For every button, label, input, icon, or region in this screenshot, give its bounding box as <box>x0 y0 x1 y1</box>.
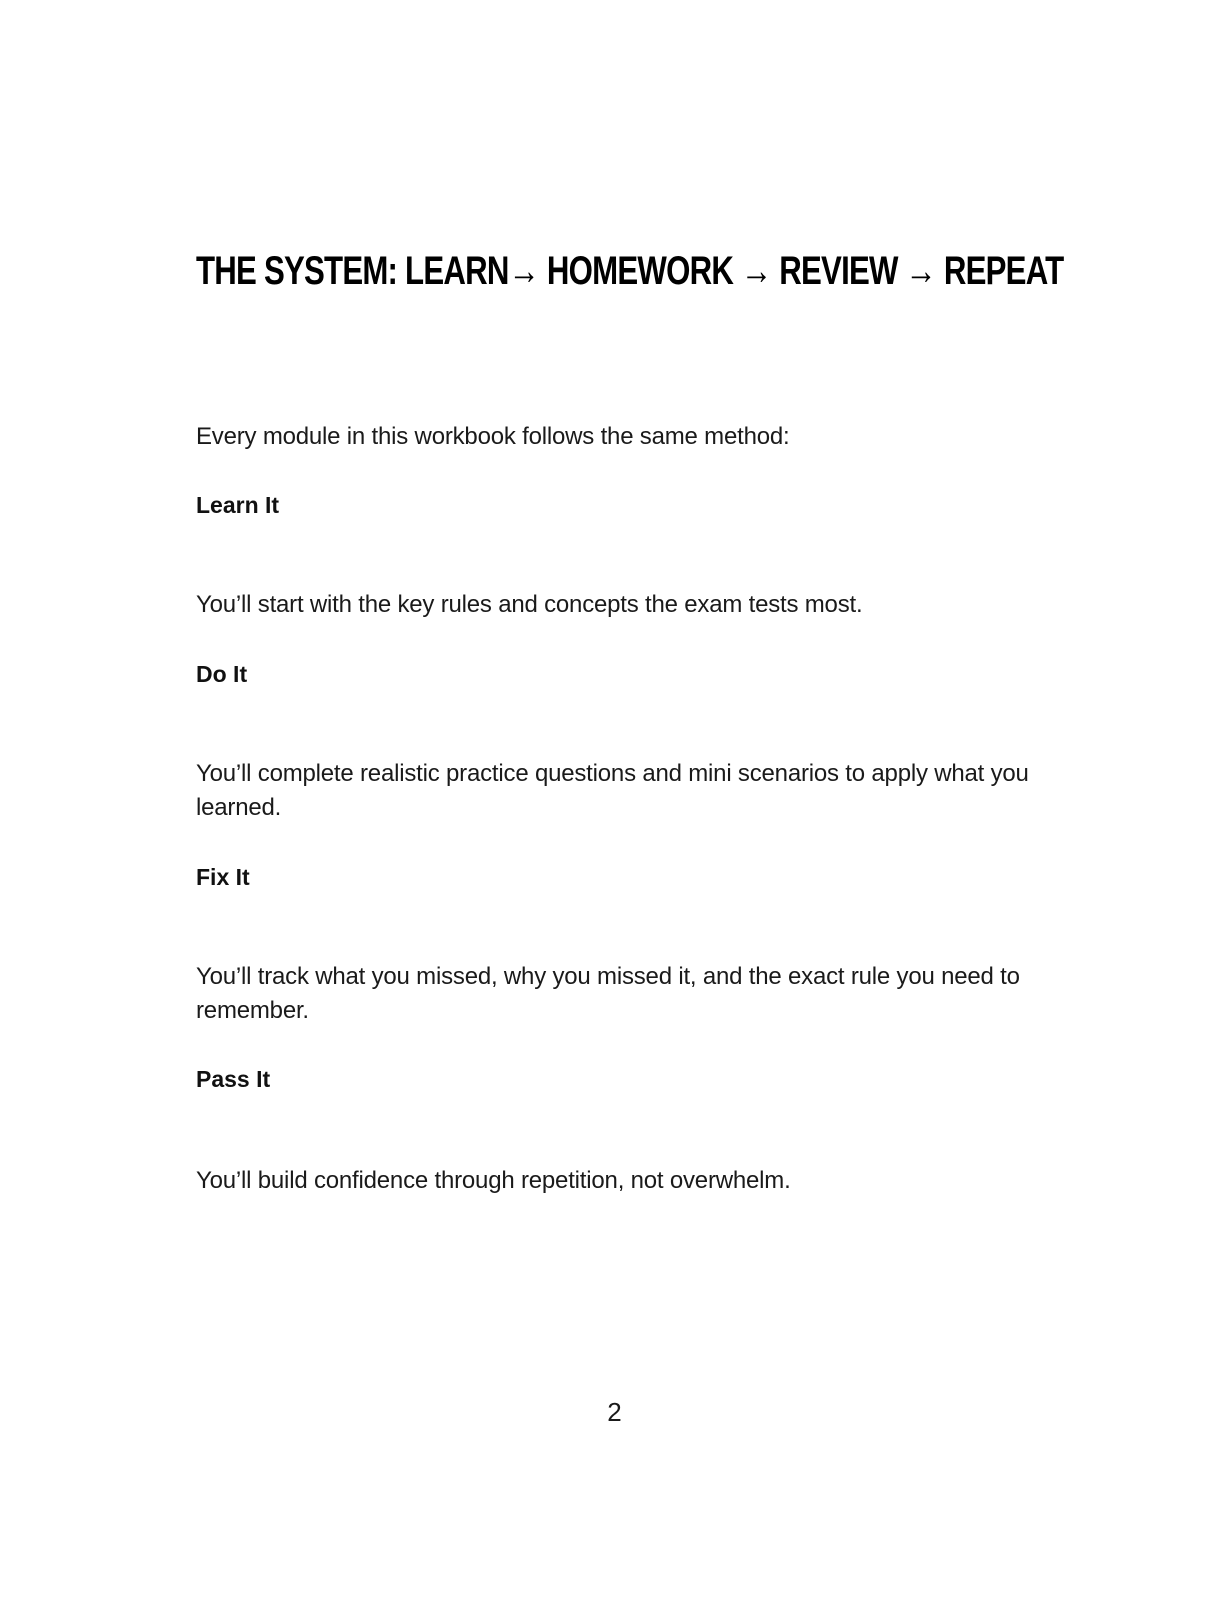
section-text-do-it: You’ll complete realistic practice questions and mini scenarios to apply what you learned. <box>196 760 1029 821</box>
intro-paragraph: Every module in this workbook follows the same method: <box>196 423 790 450</box>
section-text-fix-it: You’ll track what you missed, why you missed it, and the exact rule you need to remember. <box>196 963 1020 1024</box>
section-heading-do-it: Do It <box>196 661 248 687</box>
section-text-learn-it: You’ll start with the key rules and concepts the exam tests most. <box>196 591 863 618</box>
section-heading-fix-it: Fix It <box>196 864 250 890</box>
section-heading-learn-it: Learn It <box>196 492 280 518</box>
section-heading-pass-it: Pass It <box>196 1066 271 1092</box>
page-title: THE SYSTEM: LEARN→ HOMEWORK → REVIEW → REPEAT <box>196 249 1064 293</box>
page-number: 2 <box>607 1397 622 1427</box>
section-text-pass-it: You’ll build confidence through repetition, not overwhelm. <box>196 1167 791 1194</box>
